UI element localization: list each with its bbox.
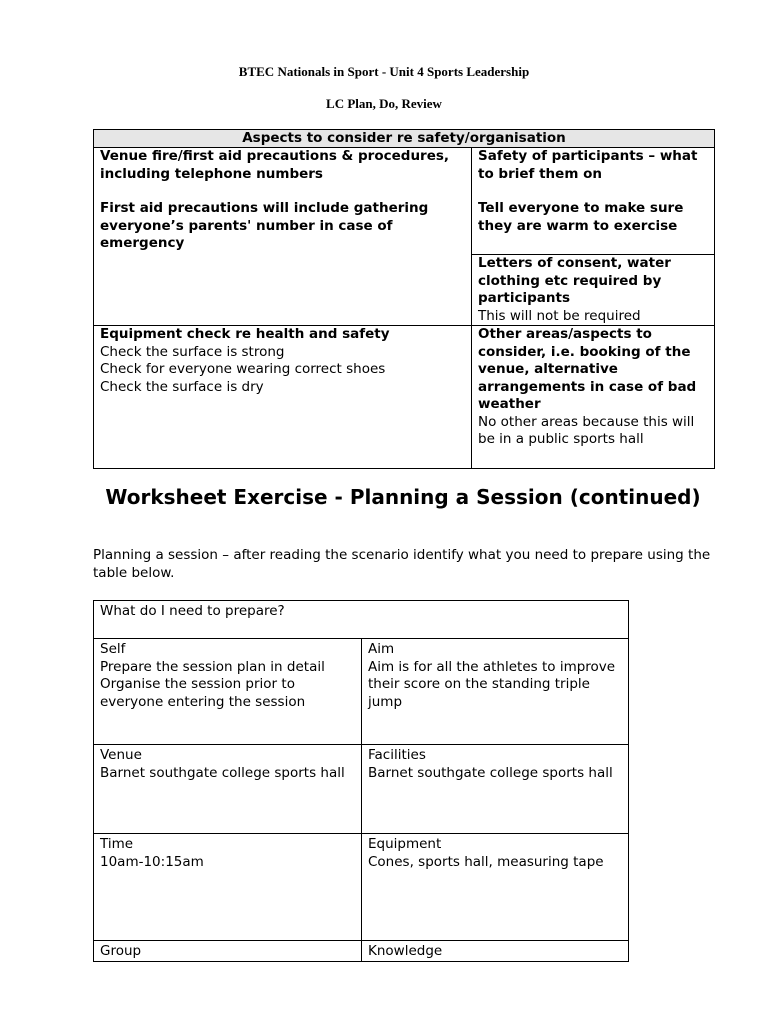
self-label: Self bbox=[100, 641, 126, 657]
participants-safety-text: Tell everyone to make sure they are warm to exercise bbox=[478, 200, 684, 234]
venue-precautions-title: Venue fire/first aid precautions & procedures, including telephone numbers bbox=[100, 148, 450, 182]
time-text: 10am-10:15am bbox=[100, 853, 204, 870]
other-aspects-cell bbox=[472, 326, 715, 469]
equipment-text: Cones, sports hall, measuring tape bbox=[368, 853, 604, 870]
worksheet-intro: Planning a session – after reading the scenario identify what you need to prepare using the table below. bbox=[93, 547, 711, 581]
self-cell bbox=[94, 639, 362, 745]
equipment-label: Equipment bbox=[368, 836, 442, 852]
venue-precautions-cell bbox=[94, 148, 472, 326]
equipment-check-cell bbox=[94, 326, 472, 469]
knowledge-label: Knowledge bbox=[368, 943, 443, 959]
venue-precautions-text: First aid precautions will include gathering everyone’s parents' number in case of emergency bbox=[100, 200, 429, 251]
consent-text: This will not be required bbox=[478, 307, 641, 324]
group-label: Group bbox=[100, 943, 142, 959]
equipment-check-line: Check the surface is dry bbox=[100, 378, 264, 395]
venue-label: Venue bbox=[100, 747, 142, 763]
participants-safety-cell bbox=[472, 148, 715, 255]
other-aspects-title: Other areas/aspects to consider, i.e. booking of the venue, alternative arrangements in case of bad weather bbox=[478, 326, 697, 412]
facilities-text: Barnet southgate college sports hall bbox=[368, 764, 613, 781]
worksheet-title: Worksheet Exercise - Planning a Session (continued) bbox=[105, 485, 701, 509]
equipment-check-line: Check the surface is strong bbox=[100, 343, 285, 360]
equipment-check-line: Check for everyone wearing correct shoes bbox=[100, 361, 386, 377]
aim-cell bbox=[362, 639, 629, 745]
time-label: Time bbox=[100, 836, 134, 852]
venue-cell bbox=[94, 745, 362, 834]
consent-title: Letters of consent, water clothing etc required by participants bbox=[478, 255, 671, 306]
aim-text: Aim is for all the athletes to improve their score on the standing triple jump bbox=[368, 658, 616, 710]
prepare-table-heading: What do I need to prepare? bbox=[94, 601, 629, 639]
self-line: Prepare the session plan in detail bbox=[100, 658, 325, 675]
aim-label: Aim bbox=[368, 641, 395, 657]
safety-table bbox=[93, 129, 715, 469]
self-line: Organise the session prior to everyone entering the session bbox=[100, 676, 306, 710]
facilities-label: Facilities bbox=[368, 747, 426, 763]
group-cell bbox=[94, 941, 362, 962]
knowledge-cell bbox=[362, 941, 629, 962]
facilities-cell bbox=[362, 745, 629, 834]
venue-text: Barnet southgate college sports hall bbox=[100, 764, 345, 781]
participants-safety-title: Safety of participants – what to brief them on bbox=[478, 148, 698, 182]
equipment-cell bbox=[362, 834, 629, 941]
other-aspects-text: No other areas because this will be in a public sports hall bbox=[478, 413, 695, 447]
safety-table-heading: Aspects to consider re safety/organisation bbox=[94, 130, 715, 148]
document-title: BTEC Nationals in Sport - Unit 4 Sports Leadership bbox=[238, 64, 530, 79]
prepare-table bbox=[93, 600, 629, 962]
document-subtitle: LC Plan, Do, Review bbox=[326, 96, 442, 111]
time-cell bbox=[94, 834, 362, 941]
equipment-check-title: Equipment check re health and safety bbox=[100, 326, 390, 342]
consent-cell bbox=[472, 255, 715, 326]
